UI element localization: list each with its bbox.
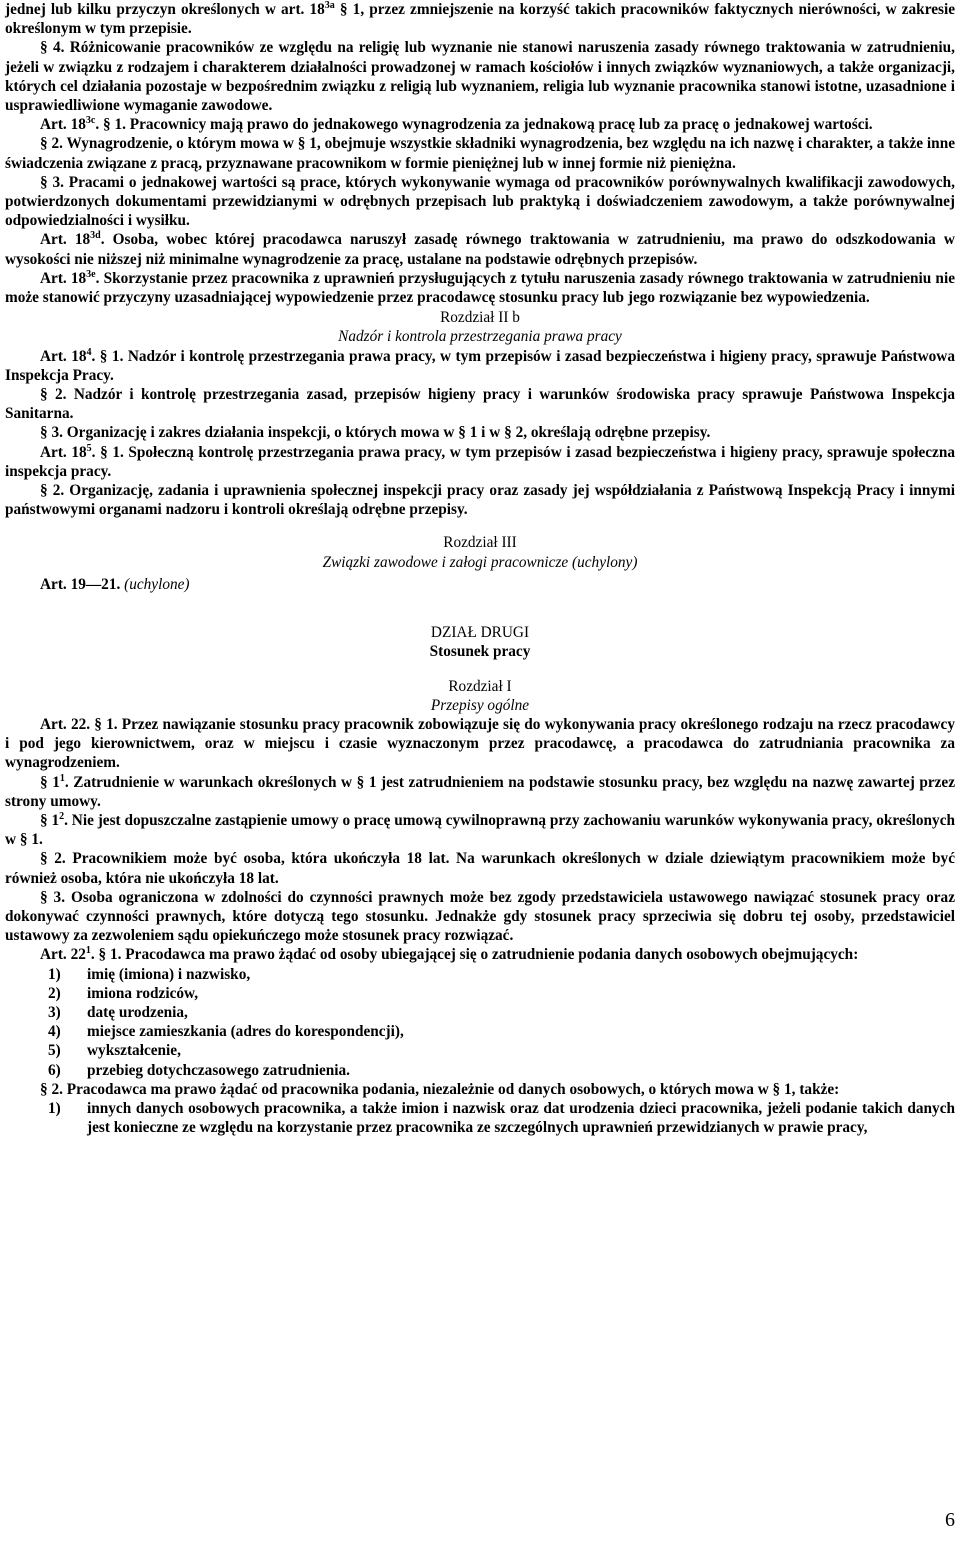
division-title: DZIAŁ DRUGI bbox=[430, 624, 530, 642]
text: . Skorzystanie przez pracownika z uprawnień przysługujących z tytułu naruszenia zasady równego traktowania w zatrudnieniu nie może stanowić przyczyny uzasadniającej wypowiedzenie przez pracodawcę stosunku pracy lub jego rozwiązanie bez wypowiedzenia. bbox=[5, 269, 955, 307]
list-number: 5) bbox=[48, 1042, 61, 1060]
list-text: wykształcenie, bbox=[87, 1042, 181, 1060]
list-item bbox=[5, 1061, 955, 1080]
article-22-s1-1 bbox=[5, 773, 955, 811]
article-label: Art. 18 bbox=[40, 116, 86, 134]
text: § 1 bbox=[40, 773, 60, 791]
chapter-subtitle: Nadzór i kontrola przestrzegania prawa pracy bbox=[338, 328, 622, 346]
list-text: datę urodzenia, bbox=[87, 1003, 188, 1021]
article-label: Art. 18 bbox=[40, 269, 87, 287]
article-18-3d bbox=[5, 230, 955, 268]
text: . § 1. Pracodawca ma prawo żądać od osoby ubiegającej się o zatrudnienie podania danych osobowych obejmujących: bbox=[90, 946, 859, 964]
article-label: Art. 18 bbox=[40, 443, 87, 461]
division-subtitle: Stosunek pracy bbox=[429, 643, 531, 661]
article-22-s2: § 2. Pracownikiem może być osoba, która ukończyła 18 lat. Na warunkach określonych w dziale dziewiątym pracownikiem może być również osoba, która nie ukończyła 18 lat. bbox=[5, 850, 955, 887]
list-number: 1) bbox=[48, 1099, 61, 1117]
superscript: 3a bbox=[324, 0, 335, 11]
chapter-subtitle: Związki zawodowe i załogi pracownicze (uchylony) bbox=[322, 553, 638, 571]
page-number: 6 bbox=[945, 1509, 955, 1531]
superscript: 3e bbox=[86, 268, 96, 280]
list-text: przebieg dotychczasowego zatrudnienia. bbox=[87, 1061, 350, 1079]
article-18-5 bbox=[5, 443, 955, 481]
article-18-3c bbox=[5, 115, 955, 134]
text: § 1 bbox=[40, 811, 60, 829]
text: jednej lub kilku przyczyn określonych w art. 18 bbox=[5, 1, 325, 18]
paragraph-art18b-s4: § 4. Różnicowanie pracowników ze względu na religię lub wyznanie nie stanowi naruszenia zasady równego traktowania w zatrudnieniu, jeżeli w związku z rodzajem i charakterem działalności prowadzonej w ramach kościołów i innych związków wyznaniowych, a także organizacji, których cel działania pozostaje w bezpośrednim związku z religią lub wyznaniem, religia lub wyznanie pracownika stanowi istotne, uzasadnione i usprawiedliwione wymaganie zawodowe. bbox=[5, 39, 955, 115]
list-item bbox=[5, 984, 955, 1003]
text: . Osoba, wobec której pracodawca naruszył zasadę równego traktowania w zatrudnieniu, ma prawo do odszkodowania w wysokości nie niższej niż minimalne wynagrodzenie za pracę, ustalane na podstawie odrębnych przepisów. bbox=[5, 231, 955, 268]
list-number: 2) bbox=[48, 984, 61, 1002]
list-item bbox=[5, 1003, 955, 1022]
list-item bbox=[5, 1099, 955, 1137]
chapter-subtitle: Przepisy ogólne bbox=[430, 696, 530, 714]
article-18-3c-s3: § 3. Pracami o jednakowej wartości są prace, których wykonywanie wymaga od pracowników porównywalnych kwalifikacji zawodowych, potwierdzonych dokumentami przewidzianymi w odrębnych przepisach lub praktyką i doświadczeniem zawodowym, a także porównywalnej odpowiedzialności i wysiłku. bbox=[5, 173, 955, 230]
article-18-3e bbox=[5, 269, 955, 307]
article-18-4 bbox=[5, 347, 955, 385]
article-label: Art. 19—21. bbox=[40, 575, 121, 593]
superscript: 1 bbox=[85, 945, 91, 957]
article-18-4-s2: § 2. Nadzór i kontrolę przestrzegania zasad, przepisów higieny pracy i warunków środowiska pracy sprawuje Państwowa Inspekcja Sanitarna. bbox=[5, 386, 955, 423]
superscript: 2 bbox=[59, 810, 65, 822]
article-18-4-s3: § 3. Organizację i zakres działania inspekcji, o których mowa w § 1 i w § 2, określają odrębne przepisy. bbox=[40, 424, 711, 442]
article-19-21 bbox=[5, 575, 955, 594]
article-label: Art. 22 bbox=[40, 946, 86, 964]
superscript: 1 bbox=[59, 772, 65, 784]
article-22: Art. 22. § 1. Przez nawiązanie stosunku pracy pracownik zobowiązuje się do wykonywania pracy określonego rodzaju na rzecz pracodawcy i pod jego kierownictwem, oraz w miejscu i czasie wyznaczonym przez pracodawcę, a pracodawca do zatrudniania pracownika za wynagrodzeniem. bbox=[5, 715, 955, 772]
superscript: 3c bbox=[85, 115, 96, 127]
document-body bbox=[5, 0, 955, 1137]
text: . § 1. Pracownicy mają prawo do jednakowego wynagrodzenia za jednakową pracę lub za pracę o jednakowej wartości. bbox=[95, 116, 873, 134]
article-18-5-s2: § 2. Organizację, zadania i uprawnienia społecznej inspekcji pracy oraz zasady jej współdziałania z Państwową Inspekcją Pracy i innymi państwowymi organami nadzoru i kontroli określają odrębne przepisy. bbox=[5, 482, 955, 519]
list-text: imię (imiona) i nazwisko, bbox=[87, 965, 251, 983]
list-text: innych danych osobowych pracownika, a także imion i nazwisk oraz dat urodzenia dzieci pracownika, jeżeli podanie takich danych jest konieczne ze względu na korzystanie przez pracownika ze szczególnych uprawnień przewidzianych w prawie pracy, bbox=[87, 1099, 955, 1137]
repealed-note: (uchylone) bbox=[124, 575, 190, 593]
superscript: 4 bbox=[86, 346, 92, 358]
article-18-3c-s2: § 2. Wynagrodzenie, o którym mowa w § 1, obejmuje wszystkie składniki wynagrodzenia, bez względu na ich nazwę i charakter, a także inne świadczenia związane z pracą, przyznawane pracownikom w formie pieniężnej lub w innej formie niż pieniężna. bbox=[5, 135, 955, 172]
article-22-s1-2 bbox=[5, 811, 955, 849]
superscript: 3d bbox=[90, 230, 101, 242]
list-item bbox=[5, 1041, 955, 1060]
list-number: 1) bbox=[48, 965, 61, 983]
article-22-1-s2: § 2. Pracodawca ma prawo żądać od pracownika podania, niezależnie od danych osobowych, o których mowa w § 1, także: bbox=[40, 1080, 840, 1098]
article-22-1 bbox=[5, 945, 955, 964]
chapter-title: Rozdział III bbox=[443, 534, 517, 552]
text: . § 1. Społeczną kontrolę przestrzegania prawa pracy, w tym przepisów i zasad bezpieczeństwa i higieny pracy, sprawuje społeczna inspekcja pracy. bbox=[5, 443, 955, 480]
chapter-title: Rozdział I bbox=[448, 677, 512, 695]
paragraph-continuation bbox=[5, 0, 955, 38]
list-text: imiona rodziców, bbox=[87, 984, 199, 1002]
article-label: Art. 18 bbox=[40, 347, 87, 365]
article-22-s3: § 3. Osoba ograniczona w zdolności do czynności prawnych może bez zgody przedstawiciela ustawowego nawiązać stosunek pracy oraz dokonywać czynności prawnych, które dotyczą tego stosunku. Jednakże gdy stosunek pracy sprzeciwia się dobru tej osoby, przedstawiciel ustawowy za zezwoleniem sądu opiekuńczego może stosunek pracy rozwiązać. bbox=[5, 888, 955, 945]
superscript: 5 bbox=[86, 442, 92, 454]
article-label: Art. 18 bbox=[40, 231, 91, 249]
list-number: 4) bbox=[48, 1023, 61, 1041]
text: . Nie jest dopuszczalne zastąpienie umowy o pracę umową cywilnoprawną przy zachowaniu warunków wykonywania pracy, określonych w § 1. bbox=[5, 811, 955, 849]
text: § 1, przez zmniejszenie na korzyść takich pracowników faktycznych nierówności, w zakresie określonym w tym przepisie. bbox=[5, 1, 955, 38]
text: . § 1. Nadzór i kontrolę przestrzegania prawa pracy, w tym przepisów i zasad bezpieczeństwa i higieny pracy, sprawuje Państwowa Inspekcja Pracy. bbox=[5, 347, 955, 384]
list-text: miejsce zamieszkania (adres do korespondencji), bbox=[87, 1023, 404, 1041]
list-number: 6) bbox=[48, 1061, 61, 1079]
chapter-title: Rozdział II b bbox=[440, 309, 520, 327]
list-number: 3) bbox=[48, 1003, 61, 1021]
list-item bbox=[5, 1022, 955, 1041]
list-item bbox=[5, 965, 955, 984]
text: . Zatrudnienie w warunkach określonych w § 1 jest zatrudnieniem na podstawie stosunku pracy, bez względu na nazwę zawartej przez strony umowy. bbox=[5, 773, 956, 810]
